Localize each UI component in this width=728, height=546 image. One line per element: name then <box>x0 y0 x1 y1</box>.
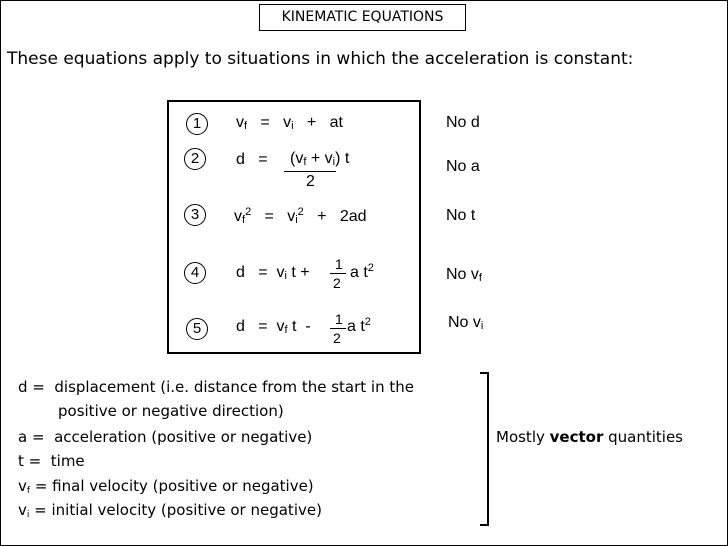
equation-5-two: 2 <box>333 330 341 346</box>
equation-number-2: 2 <box>184 148 206 170</box>
equation-5-left: d = vf t - <box>236 318 311 336</box>
equation-number-4: 4 <box>184 262 206 284</box>
equation-3: $vf^2$ = $vi^2$ + 2ad <box>234 206 367 226</box>
definition-a: a = acceleration (positive or negative) <box>18 428 313 446</box>
fraction-bar-4 <box>330 273 346 274</box>
equation-2-denominator: 2 <box>306 173 315 190</box>
equations-box <box>167 100 421 354</box>
fraction-bar-2 <box>284 171 336 172</box>
missing-variable-1: No d <box>446 114 480 131</box>
definition-d-continued: positive or negative direction) <box>58 402 284 420</box>
definition-t: t = time <box>18 452 85 470</box>
equation-4-one: 1 <box>335 256 343 272</box>
equation-5-right: a $t^2$ <box>347 316 371 335</box>
equation-number-3: 3 <box>184 204 206 226</box>
vector-note: Mostly vector quantities <box>496 428 683 446</box>
equation-2-left: d = <box>236 151 268 168</box>
grouping-bracket <box>480 372 489 526</box>
equation-5-one: 1 <box>335 311 343 327</box>
equation-4-two: 2 <box>333 275 341 291</box>
equation-number-5: 5 <box>186 318 208 340</box>
missing-variable-2: No a <box>446 158 480 175</box>
equation-1: vf = vi + at <box>236 114 343 132</box>
definition-d: d = displacement (i.e. distance from the start in the <box>18 378 414 396</box>
intro-text: These equations apply to situations in which the acceleration is constant: <box>7 49 634 69</box>
equation-2-numerator: (vf + vi) t <box>290 150 350 168</box>
fraction-bar-5 <box>330 328 346 329</box>
missing-variable-5: No vi <box>448 314 484 332</box>
definition-vf: vf = final velocity (positive or negative) <box>18 477 314 496</box>
equation-number-1: 1 <box>186 113 208 135</box>
missing-variable-3: No t <box>446 207 476 224</box>
definition-vi: vi = initial velocity (positive or negative) <box>18 501 322 520</box>
page-title: KINEMATIC EQUATIONS <box>259 4 466 31</box>
missing-variable-4: No vf <box>446 266 482 284</box>
equation-4-left: d = vi t + <box>236 264 310 282</box>
equation-4-right: a $t^2$ <box>350 262 374 281</box>
